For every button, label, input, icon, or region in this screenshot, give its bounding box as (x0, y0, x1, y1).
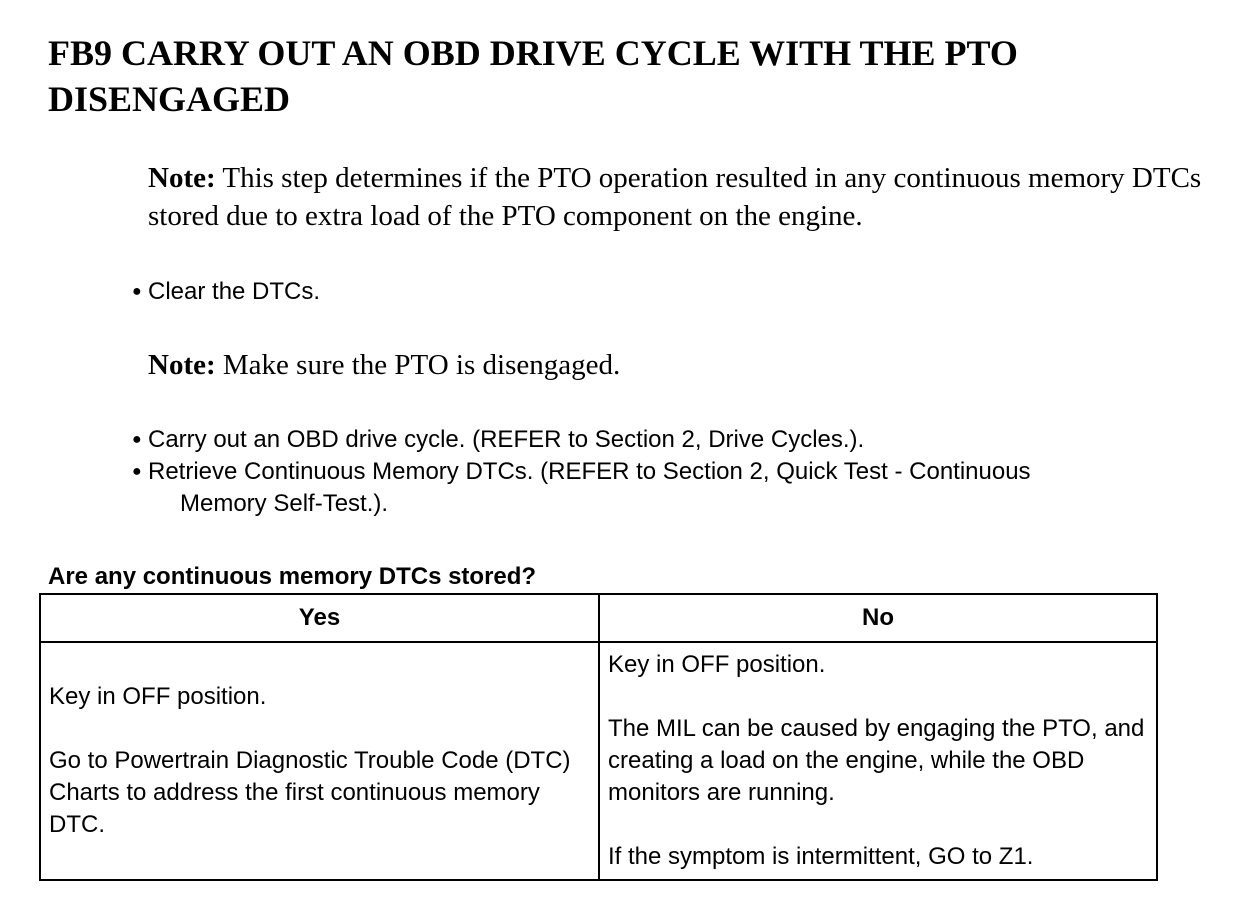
note-label: Note: (148, 349, 216, 381)
header-yes: Yes (40, 594, 599, 642)
step-text: Retrieve Continuous Memory DTCs. (REFER to Section 2, Quick Test - Continuous (148, 458, 1031, 485)
step-text: Carry out an OBD drive cycle. (REFER to Section 2, Drive Cycles.). (148, 426, 865, 453)
bullet-icon: ● (132, 463, 142, 480)
bullet-icon: ● (132, 431, 142, 448)
list-item (130, 456, 1210, 520)
cell-yes (40, 642, 599, 880)
list-item (130, 424, 1210, 456)
no-step-1: Key in OFF position. (608, 651, 826, 678)
question-heading: Are any continuous memory DTCs stored? (48, 563, 537, 590)
table-row (40, 642, 1157, 880)
step-list-clear (130, 276, 1210, 308)
answer-table (39, 593, 1158, 881)
header-no: No (599, 594, 1157, 642)
list-item (130, 276, 1210, 308)
step-text-continuation: Memory Self-Test.). (180, 490, 389, 517)
yes-step-1: Key in OFF position. (49, 683, 267, 710)
note-pto-operation (148, 159, 1208, 235)
note-label: Note: (148, 162, 216, 194)
step-list-drive-cycle (130, 424, 1210, 520)
note-pto-disengaged (148, 346, 1208, 384)
yes-step-2: Go to Powertrain Diagnostic Trouble Code (DTC) Charts to address the first continuous memory DTC. (49, 747, 571, 838)
bullet-icon: ● (132, 283, 142, 300)
note-text: Make sure the PTO is disengaged. (215, 349, 621, 381)
table-header-row (40, 594, 1157, 642)
note-text: This step determines if the PTO operation resulted in any continuous memory DTCs stored due to extra load of the PTO component on the engine. (148, 162, 1202, 232)
cell-no (599, 642, 1157, 880)
page-title: FB9 CARRY OUT AN OBD DRIVE CYCLE WITH THE PTO DISENGAGED (48, 33, 1018, 119)
no-step-3: If the symptom is intermittent, GO to Z1. (608, 843, 1034, 870)
no-step-2: The MIL can be caused by engaging the PTO, and creating a load on the engine, while the OBD monitors are running. (608, 715, 1145, 806)
step-text: Clear the DTCs. (148, 278, 321, 305)
